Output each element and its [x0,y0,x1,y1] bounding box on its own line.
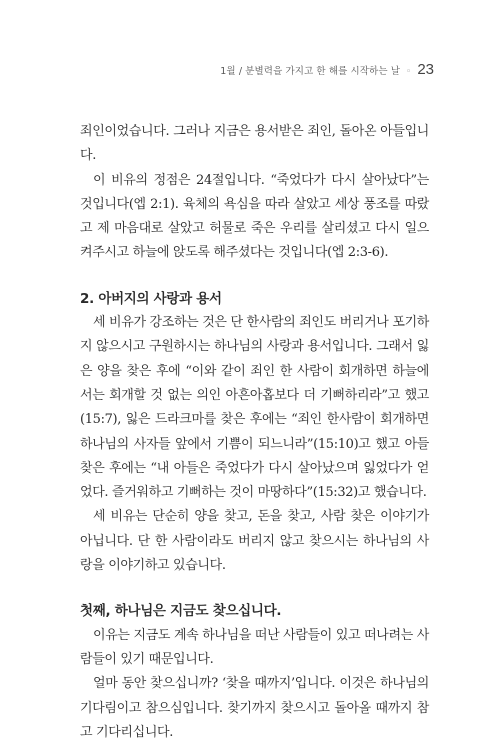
header-separator: ◦ [406,67,412,77]
paragraph: 얼마 동안 찾으십니까? ‘찾을 때까지’입니다. 이것은 하나님의 기다림이고 참으심입니다. 찾기까지 찾으시고 돌아올 때까지 참고 기다리십니다. [80,676,429,740]
page-number: 23 [417,61,434,78]
paragraph: 이 비유의 정점은 24절입니다. “죽었다가 다시 살아났다”는 것입니다(엡 2:1). 육체의 욕심을 따라 살았고 세상 풍조를 따랐고 제 마음대로 살았고 허물로 죽은 우리를 살리셨고 다시 일으켜주시고 하늘에 앉도록 해주셨다는 것입니다(엡 2:3-6). [80,172,429,261]
section-heading: 2. 아버지의 사랑과 용서 [80,290,222,307]
paragraph: 세 비유가 강조하는 것은 단 한사람의 죄인도 버리거나 포기하지 않으시고 구원하시는 하나님의 사랑과 용서입니다. 그래서 잃은 양을 찾은 후에 “이와 같이 죄인 한 사람이 회개하면 하늘에서는 회개할 것 없는 의인 아흔아홉보다 더 기뻐하리라”고 했고(15:7), 잃은 드라크마를 찾은 후에는 “죄인 한사람이 회개하면 하나님의 사자들 앞에서 기쁨이 되느니라”(15:10)고 했고 아들 찾은 후에는 “내 아들은 죽었다가 다시 살아났으며 잃었다가 얻었다. 즐거워하고 기뻐하는 것이 마땅하다”(15:32)고 했습니다. [80,315,429,501]
running-header [220,61,434,78]
paragraph: 세 비유는 단순히 양을 찾고, 돈을 찾고, 사람 찾은 이야기가 아닙니다. 단 한 사람이라도 버리지 않고 찾으시는 하나님의 사랑을 이야기하고 있습니다. [80,509,429,574]
paragraph-continuation: 죄인이었습니다. 그러나 지금은 용서받은 죄인, 돌아온 아들입니다. [80,124,429,164]
subsection-heading: 첫째, 하나님은 지금도 찾으십니다. [80,603,282,620]
page-body [80,120,429,745]
running-head-title: 1월 / 분별력을 가지고 한 해를 시작하는 날 [220,66,400,77]
paragraph: 이유는 지금도 계속 하나님을 떠난 사람들이 있고 떠나려는 사람들이 있기 때문입니다. [80,627,429,667]
